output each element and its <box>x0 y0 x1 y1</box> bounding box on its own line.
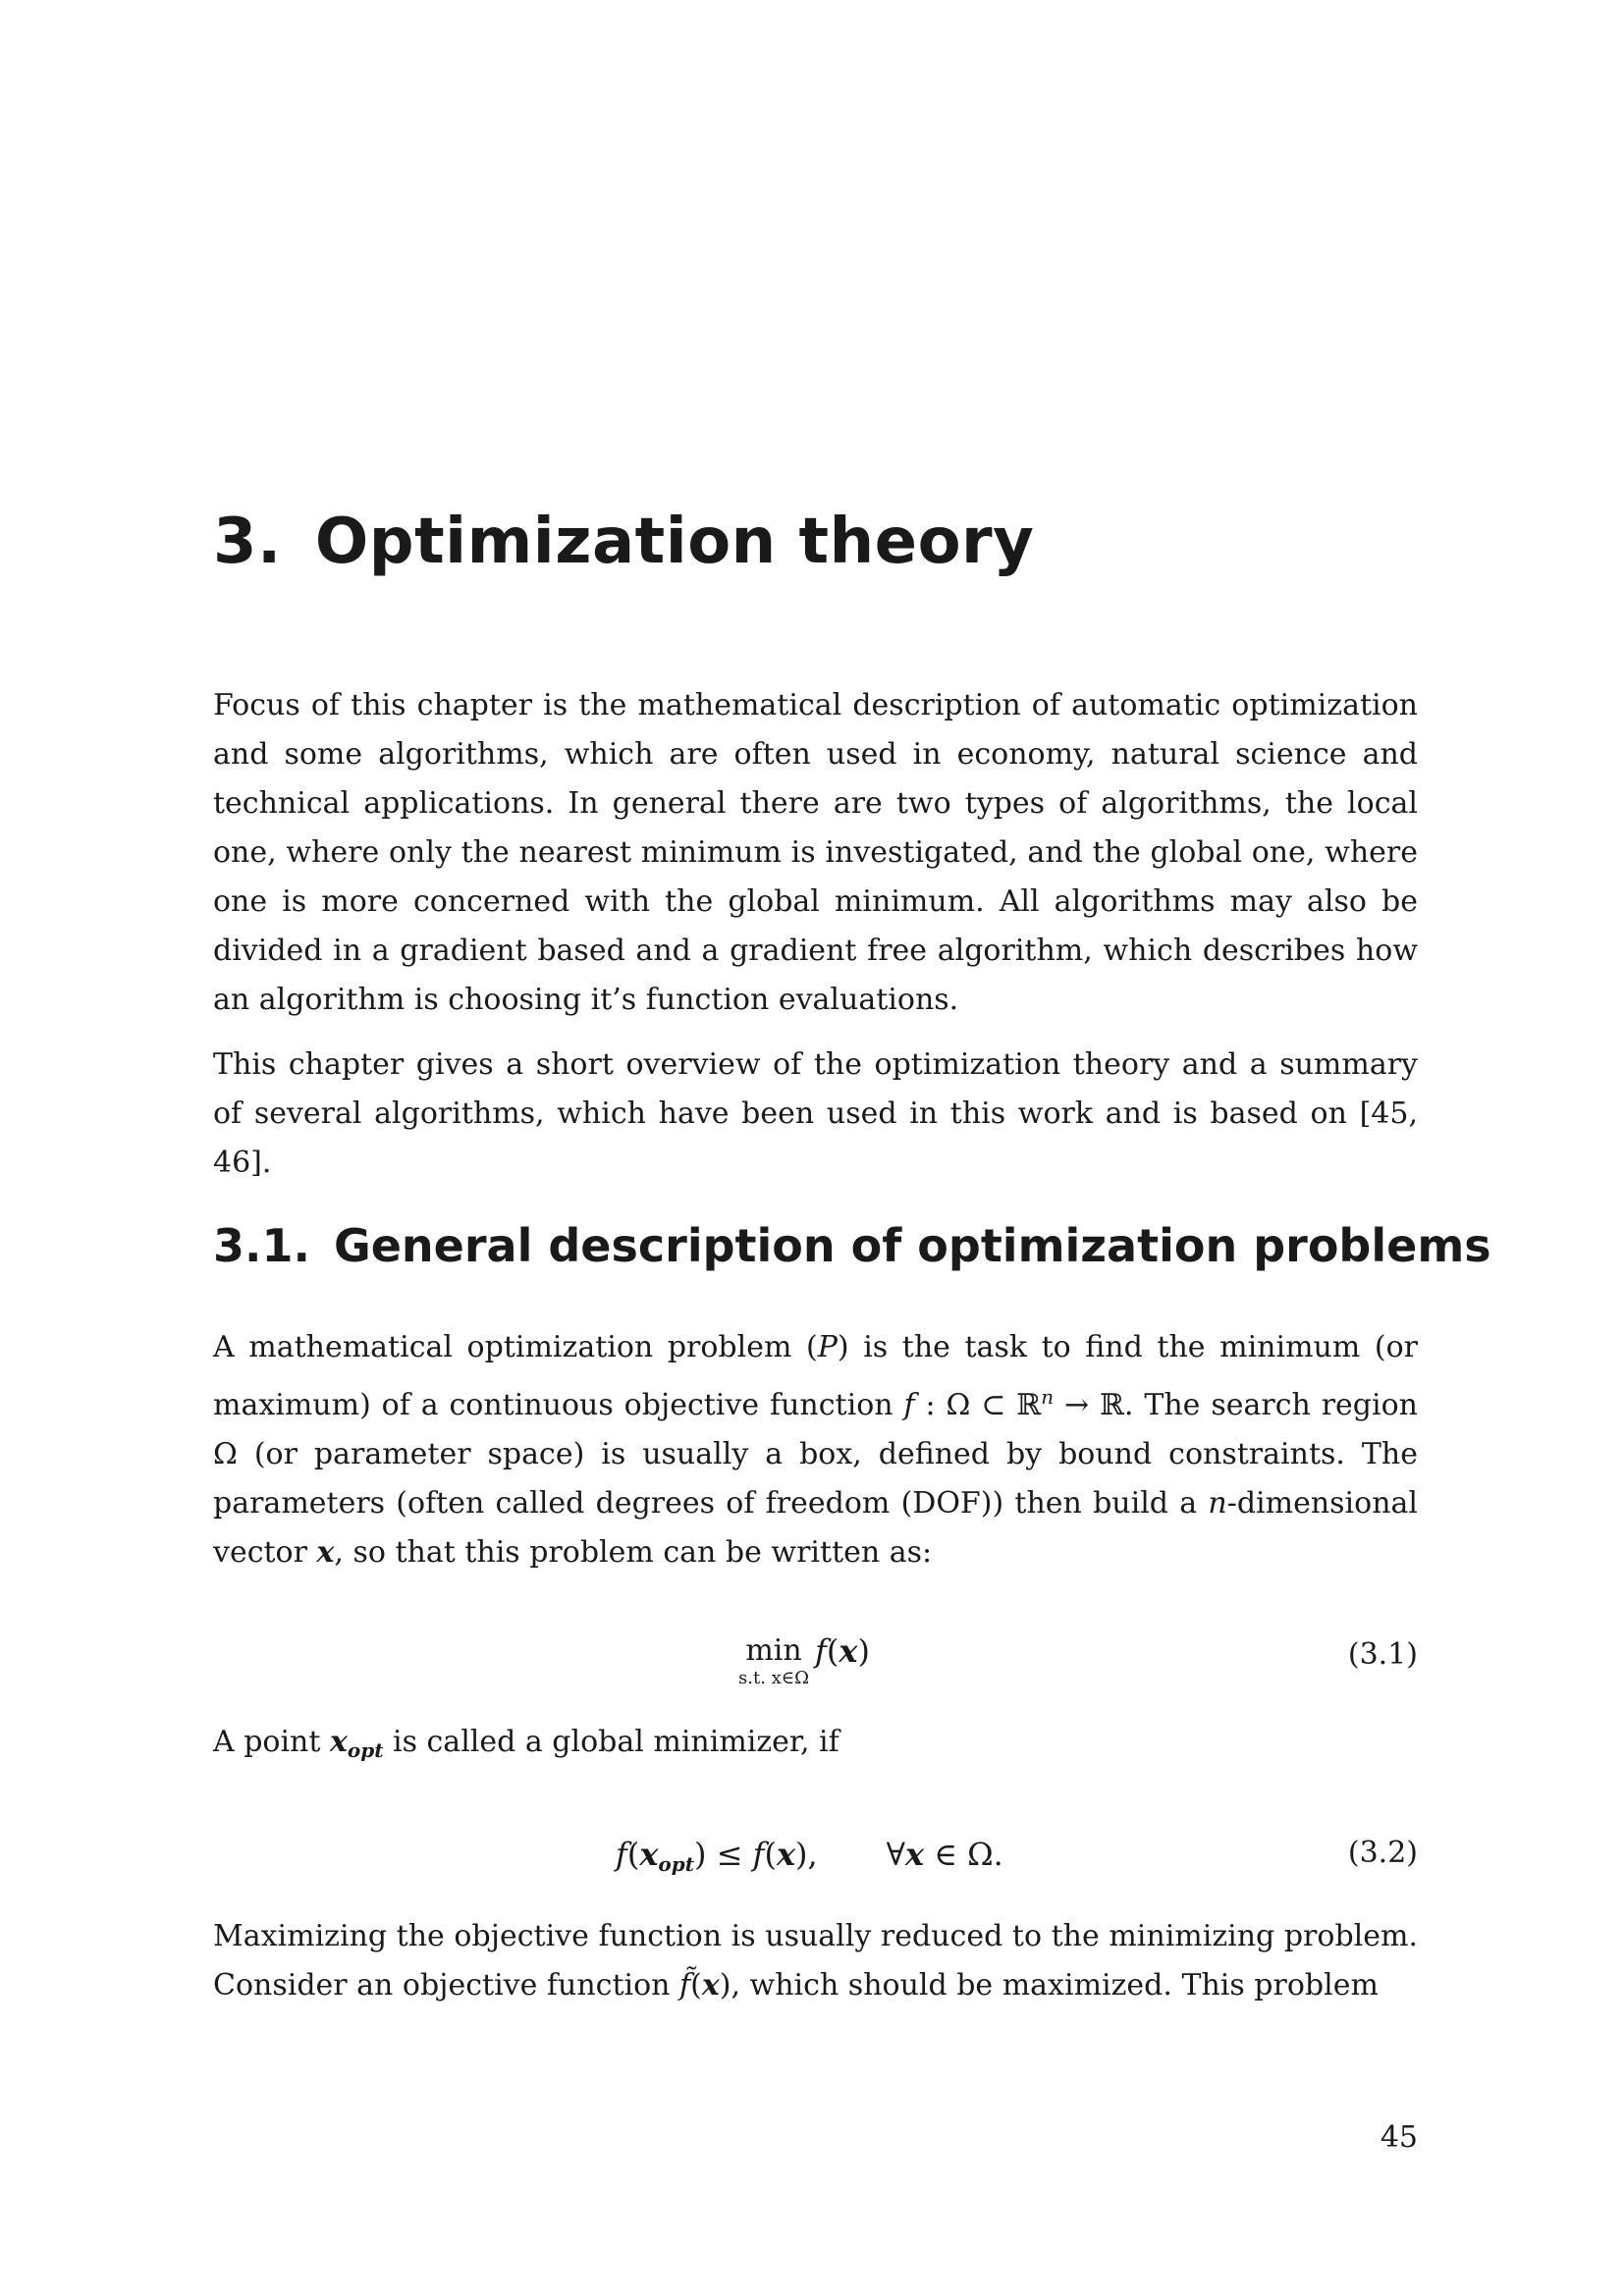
equation-number-3-1: (3.1) <box>1347 1637 1418 1672</box>
section-title <box>213 1219 1491 1272</box>
equation-3-1 <box>213 1632 1418 1706</box>
equation-3-2-body: $f(x_{opt}) \le f(x)$, ∀x ∈ Ω. <box>616 1836 1003 1876</box>
chapter-title-text: Optimization theory <box>314 506 1035 578</box>
section-paragraph-1: A mathematical optimization problem (P) is the task to find the minimum (or maximum) of a continuous objective function f : Ω ⊂ ℝ$^n$ → ℝ. The search region Ω (or parameter space) is usually a box, defined by bound constraints. The parameters (often called degrees of freedom (DOF)) then build a n-dimensional vector x, so that this problem can be written as: <box>213 1330 1418 1570</box>
min-operator: min s.t. x∈Ω <box>738 1633 810 1688</box>
section-paragraph-2: Maximizing the objective function is usually reduced to the minimizing problem. Consider an objective function f̃(x), which should be maximized. This problem <box>213 1919 1418 2002</box>
equation-3-2 <box>213 1836 1418 1904</box>
intro-paragraph-2: This chapter gives a short overview of the optimization theory and a summary of several algorithms, which have been used in this work and is based on [45, 46]. <box>213 1047 1418 1180</box>
objective-expression: f(x) <box>815 1632 870 1670</box>
page-number: 45 <box>1380 2120 1418 2155</box>
chapter-title <box>213 506 1034 578</box>
global-minimizer-sentence: A point $x_{opt}$ is called a global minimizer, if <box>213 1725 839 1762</box>
section-number: 3.1. <box>213 1219 310 1272</box>
chapter-number: 3. <box>213 506 282 578</box>
section-title-text: General description of optimization problems <box>333 1219 1491 1272</box>
intro-paragraph-1: Focus of this chapter is the mathematical description of automatic optimization and some algorithms, which are often used in economy, natural science and technical applications. In general there are two types of algorithms, the local one, where only the nearest minimum is investigated, and the global one, where one is more concerned with the global minimum. All algorithms may also be divided in a gradient based and a gradient free algorithm, which describes how an algorithm is choosing it’s function evaluations. <box>213 688 1418 1017</box>
equation-3-1-body <box>738 1633 870 1688</box>
equation-number-3-2: (3.2) <box>1347 1836 1418 1870</box>
